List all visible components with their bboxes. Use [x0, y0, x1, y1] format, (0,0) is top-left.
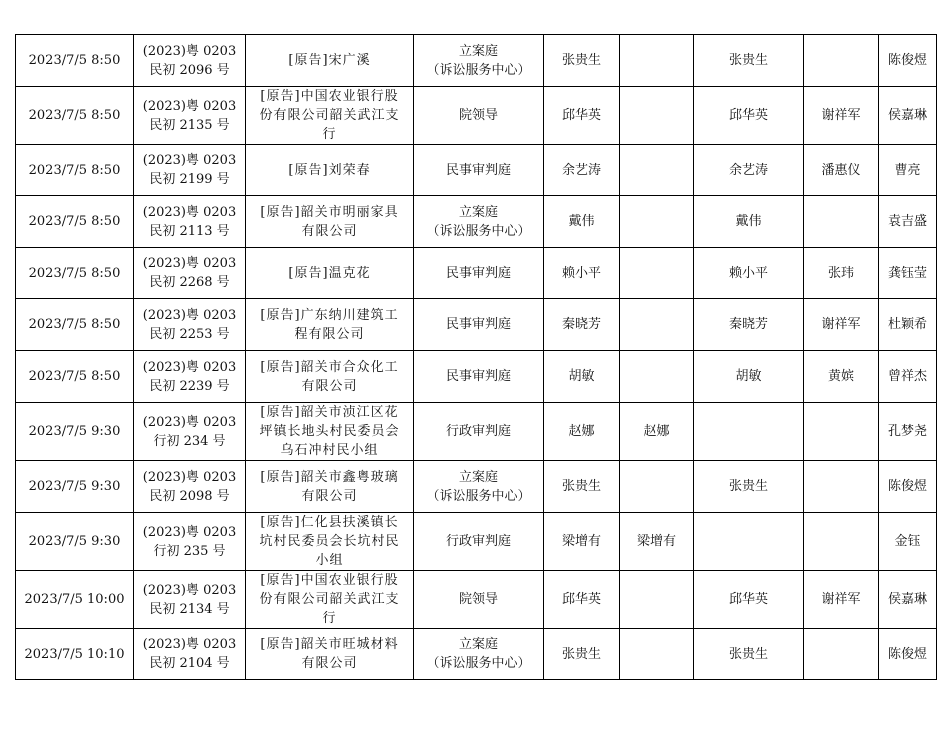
- party-name-line: [原告]温克花: [288, 265, 371, 281]
- case-number-line: 民初 2096 号: [149, 62, 230, 78]
- assessor: [804, 403, 879, 461]
- judge-column-6: [620, 629, 694, 680]
- party-name-line: [原告]韶关市浈江区花: [260, 405, 399, 420]
- case-number-line: (2023)粤 0203: [142, 359, 237, 375]
- clerk: 曾祥杰: [879, 351, 937, 403]
- presiding-judge: 戴伟: [544, 196, 620, 248]
- case-number-line: 民初 2199 号: [149, 172, 230, 187]
- department-line: （诉讼服务中心）: [426, 223, 531, 239]
- case-number-line: 民初 2104 号: [149, 656, 230, 671]
- clerk: 陈俊煜: [879, 35, 937, 87]
- assessor: [804, 461, 879, 513]
- presiding-judge: 邱华英: [544, 87, 620, 145]
- party-name: [246, 629, 414, 680]
- hearing-time: 2023/7/5 9:30: [16, 403, 134, 461]
- judge-column-6: [620, 571, 694, 629]
- table-row: [16, 145, 937, 196]
- party-name-line: 份有限公司韶关武江支: [259, 592, 400, 607]
- case-number-line: 民初 2113 号: [149, 223, 230, 239]
- presiding-judge: 赖小平: [544, 248, 620, 299]
- table-row: [16, 571, 937, 629]
- department: [414, 87, 544, 145]
- department: [414, 145, 544, 196]
- party-name-line: 坪镇长地头村民委员会: [259, 424, 400, 439]
- clerk: 袁吉盛: [879, 196, 937, 248]
- judge-column-7: 邱华英: [694, 87, 804, 145]
- department: [414, 629, 544, 680]
- party-name: [246, 248, 414, 299]
- presiding-judge: 余艺涛: [544, 145, 620, 196]
- case-number-line: (2023)粤 0203: [142, 43, 237, 59]
- judge-column-6: [620, 351, 694, 403]
- case-number: [134, 403, 246, 461]
- judge-column-6: [620, 196, 694, 248]
- hearing-time: 2023/7/5 9:30: [16, 461, 134, 513]
- case-number-line: 民初 2135 号: [149, 117, 230, 133]
- party-name: [246, 513, 414, 571]
- assessor: [804, 196, 879, 248]
- presiding-judge: 张贵生: [544, 629, 620, 680]
- department-line: 民事审判庭: [445, 317, 511, 332]
- case-number-line: 民初 2268 号: [149, 275, 230, 290]
- table-body: [16, 35, 937, 680]
- assessor: 谢祥军: [804, 87, 879, 145]
- judge-column-6: 梁增有: [620, 513, 694, 571]
- hearing-time: 2023/7/5 10:00: [16, 571, 134, 629]
- party-name-line: [原告]韶关市旺城材料: [260, 637, 399, 652]
- clerk: 孔梦尧: [879, 403, 937, 461]
- party-name-line: 份有限公司韶关武江支: [259, 108, 400, 123]
- case-number-line: (2023)粤 0203: [142, 204, 237, 220]
- department-line: 行政审判庭: [445, 534, 511, 549]
- hearing-schedule-table: [15, 34, 937, 680]
- department-line: 民事审判庭: [445, 162, 511, 178]
- case-number: [134, 35, 246, 87]
- table-row: [16, 351, 937, 403]
- department: [414, 196, 544, 248]
- judge-column-7: 余艺涛: [694, 145, 804, 196]
- table-row: [16, 403, 937, 461]
- department: [414, 461, 544, 513]
- table-row: [16, 299, 937, 351]
- judge-column-6: [620, 461, 694, 513]
- hearing-time: 2023/7/5 8:50: [16, 196, 134, 248]
- department-line: （诉讼服务中心）: [426, 62, 531, 78]
- case-number: [134, 629, 246, 680]
- judge-column-7: 赖小平: [694, 248, 804, 299]
- judge-column-6: [620, 145, 694, 196]
- case-number-line: (2023)粤 0203: [142, 256, 237, 271]
- clerk: 陈俊煜: [879, 629, 937, 680]
- case-number: [134, 248, 246, 299]
- case-number-line: 民初 2134 号: [149, 601, 230, 617]
- case-number-line: 民初 2253 号: [149, 326, 230, 342]
- hearing-time: 2023/7/5 8:50: [16, 299, 134, 351]
- case-number-line: 民初 2239 号: [149, 378, 230, 394]
- hearing-time: 2023/7/5 9:30: [16, 513, 134, 571]
- clerk: 曹亮: [879, 145, 937, 196]
- department: [414, 248, 544, 299]
- clerk: 金钰: [879, 513, 937, 571]
- hearing-time: 2023/7/5 8:50: [16, 87, 134, 145]
- department: [414, 403, 544, 461]
- case-number-line: 行初 235 号: [153, 543, 226, 559]
- party-name: [246, 461, 414, 513]
- party-name-line: [原告]韶关市明丽家具: [260, 204, 399, 220]
- party-name: [246, 351, 414, 403]
- case-number-line: 民初 2098 号: [149, 488, 230, 504]
- case-number: [134, 571, 246, 629]
- hearing-time: 2023/7/5 8:50: [16, 35, 134, 87]
- party-name: [246, 35, 414, 87]
- judge-column-6: [620, 35, 694, 87]
- department: [414, 351, 544, 403]
- party-name: [246, 299, 414, 351]
- clerk: 杜颖希: [879, 299, 937, 351]
- department-line: 立案庭: [458, 469, 498, 485]
- department: [414, 513, 544, 571]
- clerk: 侯嘉琳: [879, 571, 937, 629]
- department: [414, 35, 544, 87]
- case-number: [134, 461, 246, 513]
- presiding-judge: 秦晓芳: [544, 299, 620, 351]
- assessor: 张玮: [804, 248, 879, 299]
- party-name-line: [原告]中国农业银行股: [260, 89, 399, 104]
- party-name: [246, 145, 414, 196]
- case-number: [134, 299, 246, 351]
- party-name-line: 有限公司: [301, 223, 358, 239]
- party-name: [246, 87, 414, 145]
- table-row: [16, 629, 937, 680]
- party-name-line: [原告]韶关市鑫粤玻璃: [260, 469, 399, 485]
- case-number: [134, 196, 246, 248]
- judge-column-6: [620, 299, 694, 351]
- presiding-judge: 张贵生: [544, 461, 620, 513]
- party-name-line: 乌石冲村民小组: [280, 443, 379, 458]
- presiding-judge: 张贵生: [544, 35, 620, 87]
- case-number-line: (2023)粤 0203: [142, 469, 237, 485]
- department-line: 行政审判庭: [445, 424, 511, 439]
- table-row: [16, 196, 937, 248]
- case-number-line: (2023)粤 0203: [142, 637, 237, 652]
- table-row: [16, 35, 937, 87]
- department: [414, 571, 544, 629]
- clerk: 陈俊煜: [879, 461, 937, 513]
- assessor: 黄嫔: [804, 351, 879, 403]
- department-line: 立案庭: [458, 637, 498, 652]
- judge-column-7: 戴伟: [694, 196, 804, 248]
- presiding-judge: 胡敏: [544, 351, 620, 403]
- judge-column-7: 张贵生: [694, 629, 804, 680]
- judge-column-7: 邱华英: [694, 571, 804, 629]
- case-number-line: (2023)粤 0203: [142, 307, 237, 323]
- department-line: （诉讼服务中心）: [426, 656, 531, 671]
- department-line: 立案庭: [458, 204, 498, 220]
- party-name-line: [原告]宋广溪: [288, 53, 371, 68]
- department-line: 立案庭: [458, 43, 498, 59]
- case-number-line: (2023)粤 0203: [142, 524, 237, 540]
- judge-column-7: 秦晓芳: [694, 299, 804, 351]
- hearing-time: 2023/7/5 8:50: [16, 145, 134, 196]
- judge-column-6: [620, 248, 694, 299]
- case-number: [134, 513, 246, 571]
- presiding-judge: 赵娜: [544, 403, 620, 461]
- hearing-time: 2023/7/5 8:50: [16, 248, 134, 299]
- table-row: [16, 87, 937, 145]
- party-name-line: 小组: [315, 553, 344, 568]
- assessor: [804, 629, 879, 680]
- party-name-line: [原告]刘荣春: [288, 162, 371, 178]
- assessor: [804, 513, 879, 571]
- hearing-time: 2023/7/5 10:10: [16, 629, 134, 680]
- department: [414, 299, 544, 351]
- presiding-judge: 梁增有: [544, 513, 620, 571]
- department-line: 民事审判庭: [445, 265, 511, 281]
- judge-column-7: [694, 403, 804, 461]
- judge-column-6: [620, 87, 694, 145]
- case-number-line: (2023)粤 0203: [142, 582, 237, 598]
- judge-column-7: [694, 513, 804, 571]
- judge-column-7: 胡敏: [694, 351, 804, 403]
- department-line: 院领导: [458, 592, 498, 607]
- party-name: [246, 571, 414, 629]
- judge-column-7: 张贵生: [694, 461, 804, 513]
- presiding-judge: 邱华英: [544, 571, 620, 629]
- case-number-line: (2023)粤 0203: [142, 98, 237, 114]
- party-name-line: [原告]韶关市合众化工: [260, 359, 399, 375]
- party-name-line: [原告]广东纳川建筑工: [260, 307, 399, 323]
- party-name-line: 程有限公司: [294, 326, 365, 342]
- assessor: 谢祥军: [804, 571, 879, 629]
- hearing-time: 2023/7/5 8:50: [16, 351, 134, 403]
- assessor: 潘惠仪: [804, 145, 879, 196]
- party-name-line: 坑村民委员会长坑村民: [259, 534, 400, 549]
- party-name-line: 有限公司: [301, 488, 358, 504]
- assessor: [804, 35, 879, 87]
- party-name: [246, 403, 414, 461]
- party-name-line: 行: [322, 127, 337, 142]
- party-name-line: 有限公司: [301, 378, 358, 394]
- department-line: 院领导: [458, 108, 498, 123]
- case-number-line: (2023)粤 0203: [142, 414, 237, 430]
- case-number: [134, 145, 246, 196]
- table-row: [16, 248, 937, 299]
- table-row: [16, 461, 937, 513]
- party-name-line: [原告]仁化县扶溪镇长: [260, 515, 399, 530]
- party-name-line: 有限公司: [301, 656, 358, 671]
- party-name: [246, 196, 414, 248]
- department-line: 民事审判庭: [445, 369, 511, 384]
- case-number: [134, 351, 246, 403]
- clerk: 龚钰莹: [879, 248, 937, 299]
- judge-column-7: 张贵生: [694, 35, 804, 87]
- party-name-line: 行: [322, 611, 337, 626]
- case-number-line: 行初 234 号: [153, 433, 226, 449]
- party-name-line: [原告]中国农业银行股: [260, 573, 399, 588]
- assessor: 谢祥军: [804, 299, 879, 351]
- department-line: （诉讼服务中心）: [426, 488, 531, 504]
- judge-column-6: 赵娜: [620, 403, 694, 461]
- table-row: [16, 513, 937, 571]
- clerk: 侯嘉琳: [879, 87, 937, 145]
- case-number: [134, 87, 246, 145]
- case-number-line: (2023)粤 0203: [142, 153, 237, 168]
